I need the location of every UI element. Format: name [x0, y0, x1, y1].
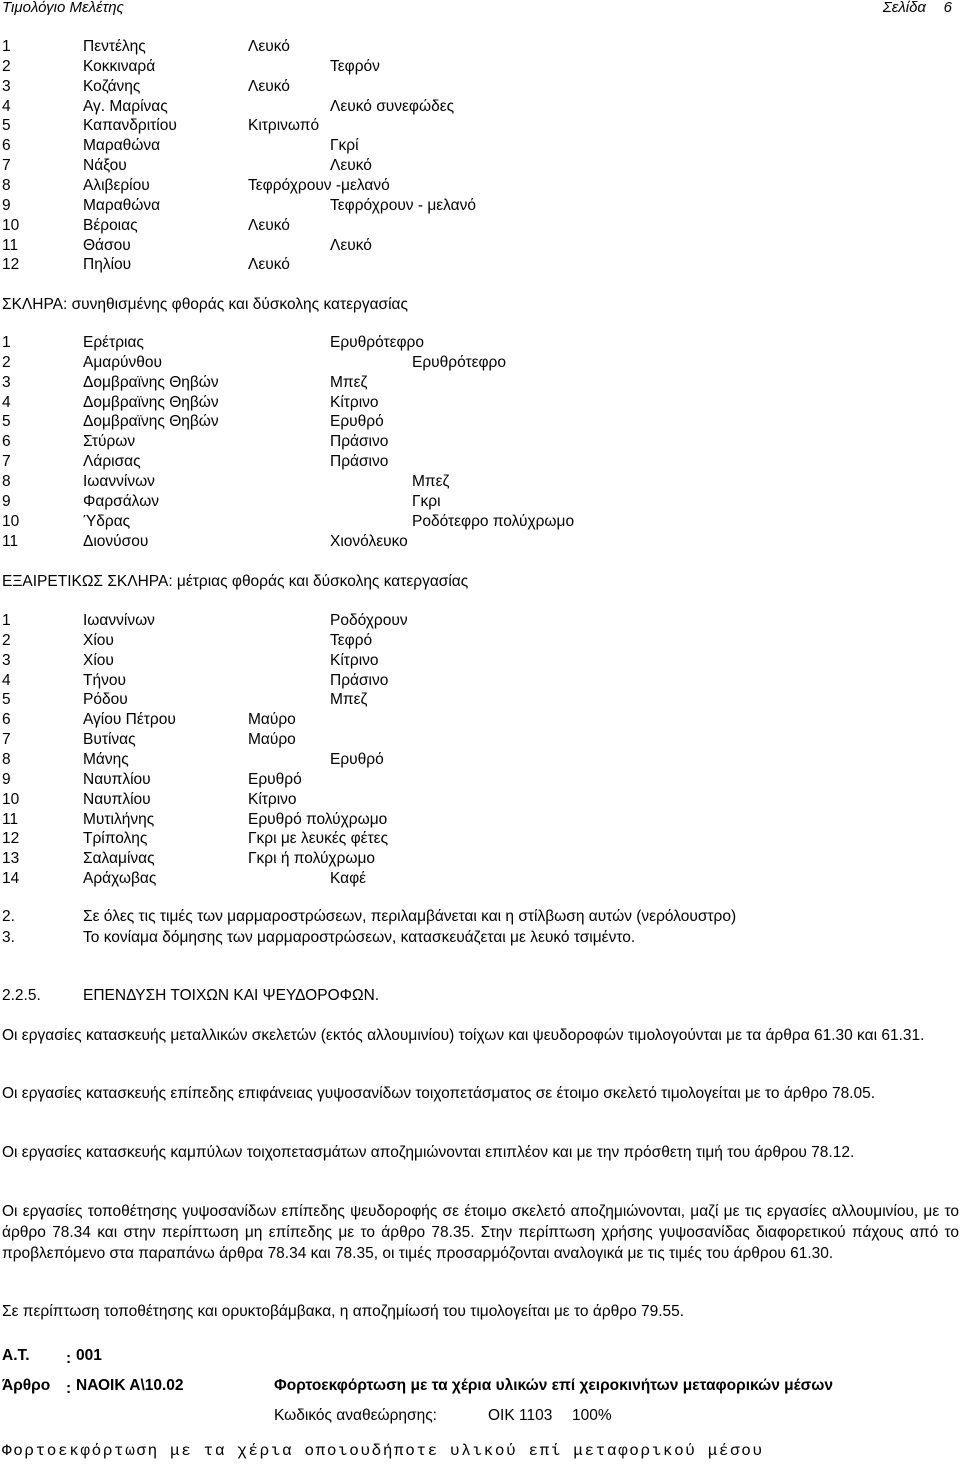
item-number: 14	[2, 870, 20, 888]
marble-color: Μαύρο	[248, 711, 296, 729]
item-number: 10	[2, 216, 20, 234]
item-number: 6	[2, 433, 11, 451]
item-number: 7	[2, 453, 11, 471]
item-number: 5	[2, 691, 11, 709]
marble-color: Πράσινο	[330, 433, 389, 451]
marble-color: Λευκό	[248, 38, 290, 55]
quarry-name: Κοκκιναρά	[83, 57, 156, 75]
section-title: ΕΠΕΝΔΥΣΗ ΤΟΙΧΩΝ ΚΑΙ ΨΕΥΔΟΡΟΦΩΝ.	[83, 987, 380, 1004]
paragraph: Οι εργασίες κατασκευής μεταλλικών σκελετών (εκτός αλλουμινίου) τοίχων και ψευδοροφών τιμολογούνται με τα άρθρα 61.30 και 61.31.	[2, 1027, 925, 1044]
marble-color: Λευκό	[248, 216, 290, 234]
marble-color: Ερυθρό	[248, 770, 302, 788]
quarry-name: Σαλαμίνας	[83, 850, 155, 868]
marble-color: Ερυθρό πολύχρωμο	[248, 810, 388, 828]
marble-color: Ροδότεφρο πολύχρωμο	[412, 512, 575, 530]
quarry-name: Βυτίνας	[83, 731, 136, 749]
quarry-name: Αγίου Πέτρου	[83, 711, 176, 729]
marble-color: Λευκό	[248, 77, 290, 95]
item-number: 6	[2, 711, 11, 729]
item-number: 1	[2, 334, 11, 351]
heading-extra-hard-marbles: ΕΞΑΙΡΕΤΙΚΩΣ ΣΚΛΗΡΑ: μέτριας φθοράς και δύσκολης κατεργασίας	[2, 573, 469, 590]
quarry-name: Αράχωβας	[83, 870, 157, 888]
marble-color: Ροδόχρουν	[330, 612, 408, 629]
quarry-name: Χίου	[83, 651, 114, 669]
item-number: 10	[2, 512, 20, 530]
marble-color: Κιτρινωπό	[248, 117, 320, 135]
marble-color: Γκρι με λευκές φέτες	[248, 830, 389, 848]
quarry-name: Τήνου	[83, 671, 126, 689]
note-text: Το κονίαμα δόμησης των μαρμαροστρώσεων, κατασκευάζεται με λευκό τσιμέντο.	[83, 929, 636, 946]
marble-color: Λευκό	[330, 157, 372, 175]
item-number: 11	[2, 236, 19, 254]
quarry-name: Λάρισας	[83, 453, 141, 471]
item-number: 2	[2, 57, 11, 75]
quarry-name: Βέροιας	[83, 216, 138, 234]
marble-color: Γκρί	[330, 137, 359, 155]
item-number: 12	[2, 830, 20, 848]
quarry-name: Αγ. Μαρίνας	[83, 97, 168, 115]
item-number: 13	[2, 850, 20, 868]
marble-color: Κίτρινο	[330, 651, 379, 669]
marble-color: Λευκό συνεφώδες	[330, 97, 455, 115]
marble-color: Κίτρινο	[248, 790, 297, 808]
marble-color: Ερυθρό	[330, 750, 384, 768]
marble-color: Ερυθρότεφρο	[412, 353, 506, 371]
quarry-name: Μαραθώνα	[83, 196, 161, 214]
quarry-name: Φαρσάλων	[83, 492, 160, 510]
item-number: 12	[2, 256, 20, 274]
note-number: 3.	[2, 929, 15, 946]
at-colon: :	[66, 1350, 72, 1367]
item-number: 11	[2, 532, 19, 550]
quarry-name: Χίου	[83, 631, 114, 649]
item-number: 2	[2, 631, 11, 649]
marble-color: Λευκό	[248, 256, 290, 274]
quarry-name: Ρόδου	[83, 691, 128, 709]
marble-color: Τεφρόν	[330, 57, 380, 75]
item-number: 3	[2, 373, 11, 391]
quarry-name: Δομβραϊνης Θηβών	[83, 373, 219, 391]
quarry-name: Αμαρύνθου	[83, 353, 162, 371]
item-number: 9	[2, 196, 11, 214]
at-label: Α.Τ.	[2, 1347, 30, 1364]
quarry-name: Θάσου	[83, 236, 131, 254]
marble-color: Κίτρινο	[330, 393, 379, 411]
item-number: 6	[2, 137, 11, 155]
article-colon: :	[66, 1380, 72, 1397]
quarry-name: Ναυπλίου	[83, 770, 151, 788]
marble-color: Γκρι ή πολύχρωμο	[248, 850, 376, 868]
quarry-name: Αλιβερίου	[83, 176, 150, 194]
quarry-name: Ερέτριας	[83, 334, 144, 351]
item-number: 5	[2, 413, 11, 431]
item-number: 10	[2, 790, 20, 808]
page-header	[2, 0, 952, 18]
marble-color: Καφέ	[330, 870, 367, 888]
item-number: 3	[2, 77, 11, 95]
quarry-name: Στύρων	[83, 433, 136, 451]
item-number: 8	[2, 472, 11, 490]
quarry-name: Κοζάνης	[83, 77, 141, 95]
paragraph: Σε περίπτωση τοποθέτησης και ορυκτοβάμβακα, η αποζημίωσή του τιμολογείται με το άρθρο 79.55.	[2, 1303, 685, 1320]
quarry-name: Ιωαννίνων	[83, 472, 155, 490]
item-number: 2	[2, 353, 11, 371]
section-number: 2.2.5.	[2, 987, 41, 1004]
item-number: 8	[2, 176, 11, 194]
paragraph: Οι εργασίες κατασκευής καμπύλων τοιχοπετασμάτων αποζημιώνονται επιπλέον και με την πρόσθετη τιμή του άρθρου 78.12.	[2, 1144, 855, 1161]
quarry-name: Δομβραϊνης Θηβών	[83, 393, 219, 411]
marble-color: Μπεζ	[412, 472, 450, 490]
quarry-name: Ύδρας	[83, 512, 131, 530]
at-value: 001	[76, 1347, 102, 1364]
document-title: Τιμολόγιο Μελέτης	[2, 0, 124, 16]
quarry-name: Μυτιλήνης	[83, 810, 155, 828]
quarry-name: Καπανδριτίου	[83, 117, 177, 135]
heading-hard-marbles: ΣΚΛΗΡΑ: συνηθισμένης φθοράς και δύσκολης κατεργασίας	[2, 296, 408, 313]
item-number: 9	[2, 492, 11, 510]
marble-color: Λευκό	[330, 236, 372, 254]
marble-color: Μπεζ	[330, 373, 368, 391]
quarry-name: Διονύσου	[83, 532, 149, 550]
item-number: 7	[2, 157, 11, 175]
item-number: 11	[2, 810, 19, 828]
marble-color: Τεφρό	[330, 631, 373, 649]
marble-color: Γκρι	[412, 492, 441, 510]
paragraph: Οι εργασίες τοποθέτησης γυψοσανίδων επίπεδης ψευδοροφής σε έτοιμο σκελετό αποζημιώνονται, μαζί με τις εργασίες αλλουμινίου, με το άρθρο 78.34 και στην περίπτωση μη επίπεδης με το άρθρο 78.35. Στην περίπτωση χρήσης γυψοσανίδας διαφορετικού πάχους από το προβλεπόμενο στα παραπάνω άρθρα 78.34 και 78.35, οι τιμές προσαρμόζονται αναλογικά με τις τιμές του άρθρου 61.30.	[2, 1203, 959, 1262]
item-number: 4	[2, 671, 11, 689]
marble-color: Μαύρο	[248, 731, 296, 749]
page-number: 6	[943, 0, 952, 16]
item-number: 1	[2, 612, 11, 629]
item-number: 4	[2, 97, 11, 115]
article-title: Φορτοεκφόρτωση με τα χέρια υλικών επί χειροκινήτων μεταφορικών μέσων	[274, 1377, 833, 1394]
marble-color: Τεφρόχρουν -μελανό	[248, 176, 390, 194]
quarry-name: Μαραθώνα	[83, 137, 161, 155]
item-number: 3	[2, 651, 11, 669]
page-label: Σελίδα	[882, 0, 926, 16]
marble-color: Χιονόλευκο	[330, 532, 408, 550]
quarry-name: Δομβραϊνης Θηβών	[83, 413, 219, 431]
article-label: Άρθρο	[2, 1377, 51, 1394]
revision-label: Κωδικός αναθεώρησης:	[274, 1407, 437, 1424]
item-number: 9	[2, 770, 11, 788]
quarry-name: Πηλίου	[83, 256, 132, 274]
item-number: 5	[2, 117, 11, 135]
quarry-name: Ναυπλίου	[83, 790, 151, 808]
description-line: Φορτοεκφόρτωση με τα χέρια οποιουδήποτε υλικού επί μεταφορικού μέσου	[2, 1442, 764, 1460]
note-number: 2.	[2, 908, 15, 925]
revision-code: ΟΙΚ 1103	[488, 1407, 553, 1424]
quarry-name: Νάξου	[83, 157, 127, 175]
quarry-name: Τρίπολης	[83, 830, 148, 848]
marble-color: Ερυθρό	[330, 413, 384, 431]
article-code: ΝΑΟΙΚ Α\10.02	[76, 1377, 184, 1394]
item-number: 4	[2, 393, 11, 411]
paragraph: Οι εργασίες κατασκευής επίπεδης επιφάνειας γυψοσανίδων τοιχοπετάσματος σε έτοιμο σκελετό τιμολογείται με το άρθρο 78.05.	[2, 1085, 876, 1102]
item-number: 8	[2, 750, 11, 768]
revision-percent: 100%	[572, 1407, 612, 1424]
quarry-name: Ιωαννίνων	[83, 612, 155, 629]
quarry-name: Μάνης	[83, 750, 129, 768]
item-number: 1	[2, 38, 11, 55]
marble-color: Μπεζ	[330, 691, 368, 709]
note-text: Σε όλες τις τιμές των μαρμαροστρώσεων, περιλαμβάνεται και η στίλβωση αυτών (νερόλουστρο)	[83, 908, 737, 925]
item-number: 7	[2, 731, 11, 749]
marble-color: Πράσινο	[330, 453, 389, 471]
marble-color: Τεφρόχρουν - μελανό	[330, 196, 477, 214]
marble-color: Πράσινο	[330, 671, 389, 689]
quarry-name: Πεντέλης	[83, 38, 146, 55]
marble-color: Ερυθρότεφρο	[330, 334, 424, 351]
